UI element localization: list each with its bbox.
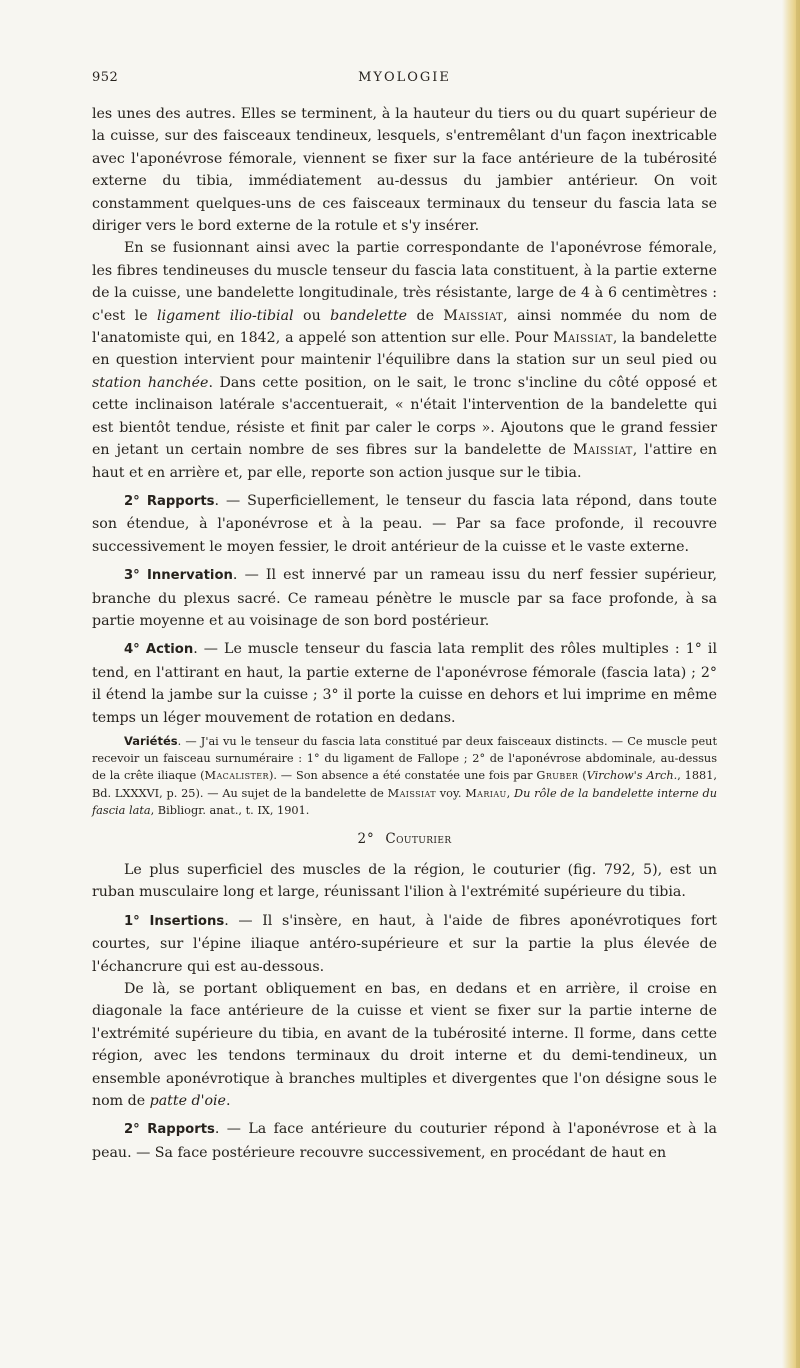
subheading-varietes: Variétés	[124, 733, 178, 748]
paragraph-rapports	[92, 490, 717, 558]
text-run: . — La face antérieure du couturier répond à l'aponévrose et à la peau. — Sa face postérieure recouvre successivement, en procédant de haut en	[92, 1121, 717, 1161]
subheading-innervation: 3° Innervation	[124, 568, 233, 584]
paragraph-insertions	[92, 910, 717, 978]
page-body	[92, 103, 717, 1164]
section-name: Couturier	[385, 830, 452, 847]
citation-title: Virchow's Arch.	[586, 769, 678, 783]
running-title: MYOLOGIE	[358, 70, 451, 85]
text-run: De là, se portant obliquement en bas, en dedans et en arrière, il croise en diagonale la face antérieure de la cuisse et vient se fixer sur la partie interne de l'extrémité supérieure du tibia, en avant de la tubérosité interne. Il forme, dans cette région, avec les tendons terminaux du droit interne et du demi-tendineux, un ensemble aponévrotique à branches multiples et divergentes que l'on désigne sous le nom de	[92, 981, 717, 1110]
page-header	[92, 70, 717, 94]
subheading-rapports: 2° Rapports	[124, 493, 215, 509]
text-run: ,	[506, 786, 515, 800]
text-run: ). — Son absence a été constatée une fois par	[268, 769, 537, 783]
text-run: . — J'ai vu le tenseur du fascia lata constitué par deux faisceaux distincts. — Ce muscle peut recevoir un faisceau surnuméraire : 1° du ligament de Fallope ; 2° de l'aponévrose abdominale, au-dessus de la crête iliaque (	[92, 734, 717, 783]
page-number: 952	[92, 70, 119, 85]
author-name: Maissiat	[443, 307, 504, 324]
author-name: Macalister	[204, 769, 269, 783]
section-number: 2°	[357, 830, 375, 847]
term-ilio-tibial: ligament ilio-tibial	[157, 307, 294, 324]
text-run: (	[578, 769, 587, 783]
author-name: Maissiat	[553, 330, 613, 347]
paragraph-continuation: les unes des autres. Elles se terminent, à la hauteur du tiers ou du quart supérieur de la cuisse, sur des faisceaux tendineux, lesquels, s'entremêlant d'un façon inextricable avec l'aponévrose fémorale, viennent se fixer sur la face antérieure de la tubérosité externe du tibia, immédiatement au-dessus du jambier antérieur. On voit constamment quelques-uns de ces faisceaux terminaux du tenseur du fascia lata se diriger vers le bord externe de la rotule et s'y insérer.	[92, 106, 717, 235]
subheading-rapports: 2° Rapports	[124, 1122, 215, 1138]
author-name: Mariau	[465, 786, 507, 800]
text-run: . — Il est innervé par un rameau issu du nerf fessier supérieur, branche du plexus sacré. Ce rameau pénètre le muscle par sa face profonde, à sa partie moyenne et au voisinage de son bord postérieur.	[92, 567, 717, 629]
text-run: voy.	[436, 786, 466, 800]
text-run: , 1881, Bd. LXXXVI, p. 25). — Au sujet de la bandelette de	[92, 769, 717, 800]
author-name: Maissiat	[573, 442, 633, 459]
section-title-couturier	[92, 829, 717, 849]
paragraph-couturier-intro: Le plus superficiel des muscles de la région, le couturier (fig. 792, 5), est un ruban musculaire long et large, réunissant l'ilion à l'extrémité supérieure du tibia.	[92, 861, 717, 901]
text-run: , Bibliogr. anat., t. IX, 1901.	[150, 803, 310, 817]
paragraph-action	[92, 638, 717, 729]
term-patte-oie: patte d'oie	[149, 1093, 226, 1110]
term-station-hanchee: station hanchée	[92, 374, 209, 391]
author-name: Maissiat	[387, 786, 436, 800]
citation-title: Du rôle de la bandelette interne du fascia lata	[92, 786, 717, 817]
text-run: de	[407, 307, 444, 324]
text-run: .	[225, 1093, 231, 1110]
paragraph-bandelette	[92, 237, 717, 483]
paragraph-innervation	[92, 564, 717, 632]
text-run: . Dans cette position, on le sait, le tronc s'incline du côté opposé et cette inclinaison latérale s'accentuerait, « n'était l'intervention de la bandelette qui est bientôt tendue, résiste et finit par caler le corps ». Ajoutons que le grand fessier en jetant un certain nombre de ses fibres sur la bandelette de	[92, 374, 717, 459]
paragraph-patte-oie	[92, 978, 717, 1112]
text-run: En se fusionnant ainsi avec la partie correspondante de l'aponévrose fémorale, les fibres tendineuses du muscle tenseur du fascia lata constituent, à la partie externe de la cuisse, une bandelette longitudinale, très résistante, large de 4 à 6 centimètres : c'est le	[92, 240, 717, 324]
text-run: , la bandelette en question intervient pour maintenir l'équilibre dans la station sur un seul pied ou	[92, 330, 717, 369]
subheading-insertions: 1° Insertions	[124, 913, 225, 929]
text-run: ou	[293, 307, 331, 324]
text-run: . — Superficiellement, le tenseur du fascia lata répond, dans toute son étendue, à l'aponévrose et à la peau. — Par sa face profonde, il recouvre successivement le moyen fessier, le droit antérieur de la cuisse et le vaste externe.	[92, 492, 717, 555]
paragraph-rapports-couturier	[92, 1118, 717, 1164]
text-run: , ainsi nommée du nom de l'anatomiste qui, en 1842, a appelé son attention sur elle. Pour	[92, 307, 718, 347]
subheading-action: 4° Action	[124, 642, 194, 658]
text-run: . — Il s'insère, en haut, à l'aide de fibres aponévrotiques fort courtes, sur l'épine iliaque antéro-supérieure et sur la partie la plus élevée de l'échancrure qui est au-dessous.	[92, 912, 717, 975]
text-run: . — Le muscle tenseur du fascia lata remplit des rôles multiples : 1° il tend, en l'attirant en haut, la partie externe de l'aponévrose fémorale (fascia lata) ; 2° il étend la jambe sur la cuisse ; 3° il porte la cuisse en dehors et lui imprime en même temps un léger mouvement de rotation en dedans.	[92, 641, 717, 726]
page-edge-shadow	[796, 0, 800, 1368]
paragraph-varietes	[92, 733, 717, 819]
author-name: Gruber	[536, 769, 579, 783]
term-bandelette: bandelette	[330, 307, 408, 324]
text-run: , l'attire en haut et en arrière et, par elle, reporte son action jusque sur le tibia.	[92, 442, 718, 481]
